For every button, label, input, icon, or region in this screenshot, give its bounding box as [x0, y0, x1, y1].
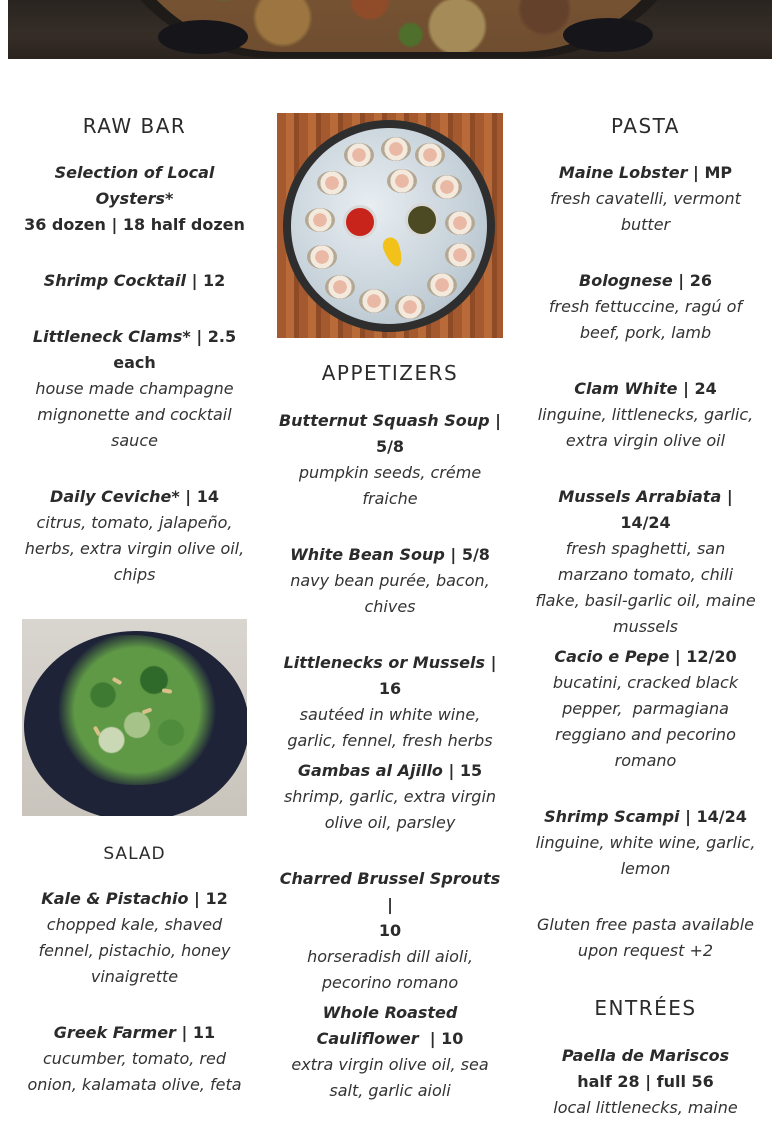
- item-description: chives: [364, 597, 416, 616]
- mignonette-cup: [405, 203, 439, 237]
- oyster: [445, 211, 475, 235]
- oyster-platter-photo: [277, 113, 503, 338]
- entrees-section: [533, 995, 758, 1021]
- item-price: |: [387, 895, 393, 914]
- shrimp-cocktail-item: [22, 268, 247, 294]
- item-description: butter: [620, 215, 671, 234]
- item-description: chopped kale, shaved: [46, 915, 223, 934]
- item-description: vinaigrette: [90, 967, 179, 986]
- oyster: [317, 171, 347, 195]
- item-description: fresh fettuccine, ragú of: [548, 297, 743, 316]
- item-name: Whole Roasted: [322, 1003, 458, 1022]
- item-description: linguine, white wine, garlic,: [535, 833, 756, 852]
- oyster: [305, 208, 335, 232]
- item-description: romano: [614, 751, 677, 770]
- item-name: Littlenecks or Mussels: [283, 653, 486, 672]
- raw-bar-section: [22, 113, 247, 139]
- item-name: Maine Lobster: [558, 163, 688, 182]
- gluten-free-note-line: Gluten free pasta available: [537, 915, 754, 934]
- pasta-heading: PASTA: [610, 114, 680, 138]
- oyster: [387, 169, 417, 193]
- salad-photo: [22, 619, 247, 816]
- item-description: sautéed in white wine,: [299, 705, 481, 724]
- item-price: half 28 | full 56: [577, 1072, 714, 1091]
- item-name: White Bean Soup: [290, 545, 445, 564]
- item-name: Clam White: [574, 379, 678, 398]
- item-price: | 11: [175, 1023, 216, 1042]
- item-price: 5/8: [375, 437, 405, 456]
- item-description: fraiche: [362, 489, 418, 508]
- item-name: Selection of Local: [54, 163, 215, 182]
- charred-brussel-sprouts-item: [277, 866, 503, 996]
- item-price: | 10: [418, 1029, 464, 1048]
- item-description: chips: [113, 565, 156, 584]
- item-price: | 16: [378, 653, 497, 698]
- item-price: | 12: [186, 271, 226, 290]
- appetizers-section: [277, 360, 503, 386]
- item-description: local littlenecks, maine: [553, 1098, 738, 1117]
- item-description: herbs, extra virgin olive oil,: [24, 539, 245, 558]
- appetizers-heading: APPETIZERS: [321, 361, 459, 385]
- item-name: Mussels Arrabiata: [558, 487, 722, 506]
- cacio-e-pepe-item: [533, 644, 758, 774]
- greek-farmer-item: [22, 1020, 247, 1098]
- kale-pistachio-item: [22, 886, 247, 990]
- item-name: Oysters*: [95, 189, 174, 208]
- item-description: extra virgin olive oil, sea: [291, 1055, 489, 1074]
- white-bean-soup-item: [277, 542, 503, 620]
- oysters-item: [22, 160, 247, 238]
- daily-ceviche-item: [22, 484, 247, 588]
- item-description: fresh spaghetti, san: [565, 539, 726, 558]
- pasta-section: [533, 113, 758, 139]
- oyster: [307, 245, 337, 269]
- oyster: [344, 143, 374, 167]
- item-price: |: [489, 411, 502, 430]
- item-price: 36 dozen | 18 half dozen: [24, 215, 245, 234]
- hero-paella-photo: [8, 0, 772, 59]
- item-description: beef, pork, lamb: [579, 323, 712, 342]
- item-name: Butternut Squash Soup: [278, 411, 490, 430]
- item-price: | 5/8: [444, 545, 490, 564]
- item-name: Charred Brussel Sprouts: [279, 869, 501, 888]
- item-description: fresh cavatelli, vermont: [550, 189, 741, 208]
- mussels-arrabiata-item: [533, 484, 758, 640]
- item-description: sauce: [111, 431, 158, 450]
- item-price: | 2.5: [190, 327, 237, 346]
- item-price: | 14: [179, 487, 219, 506]
- oyster: [445, 243, 475, 267]
- maine-lobster-item: [533, 160, 758, 238]
- item-description: reggiano and pecorino: [555, 725, 736, 744]
- item-description: onion, kalamata olive, feta: [27, 1075, 242, 1094]
- littlenecks-mussels-item: [277, 650, 503, 754]
- clam-white-item: [533, 376, 758, 454]
- item-description: mignonette and cocktail: [37, 405, 232, 424]
- item-description: cucumber, tomato, red: [42, 1049, 226, 1068]
- item-name: Kale & Pistachio: [41, 889, 189, 908]
- item-name: Paella de Mariscos: [561, 1046, 730, 1065]
- item-name: Cacio e Pepe: [554, 647, 670, 666]
- item-description: fennel, pistachio, honey: [38, 941, 231, 960]
- item-price: each: [113, 353, 156, 372]
- salad-heading: SALAD: [103, 844, 166, 864]
- item-name: Littleneck Clams*: [32, 327, 191, 346]
- item-description: citrus, tomato, jalapeño,: [36, 513, 233, 532]
- item-price: | MP: [687, 163, 733, 182]
- raw-bar-heading: RAW BAR: [82, 114, 187, 138]
- oyster: [395, 295, 425, 319]
- whole-roasted-cauliflower-item: [277, 1000, 503, 1104]
- cocktail-sauce-cup: [343, 205, 377, 239]
- oyster: [427, 273, 457, 297]
- item-price: | 14/24: [620, 487, 733, 532]
- item-description: horseradish dill aioli,: [307, 947, 473, 966]
- item-description: navy bean purée, bacon,: [290, 571, 490, 590]
- item-price: | 24: [677, 379, 717, 398]
- item-price: | 14/24: [679, 807, 747, 826]
- gluten-free-note-line: upon request +2: [577, 941, 714, 960]
- bolognese-item: [533, 268, 758, 346]
- littleneck-clams-item: [22, 324, 247, 454]
- oyster: [381, 137, 411, 161]
- butternut-squash-soup-item: [277, 408, 503, 512]
- item-description: pecorino romano: [321, 973, 459, 992]
- salad-section: [22, 841, 247, 867]
- gluten-free-note: [533, 912, 758, 964]
- hero-tint: [8, 0, 772, 59]
- item-description: bucatini, cracked black: [552, 673, 739, 692]
- item-description: lemon: [620, 859, 671, 878]
- item-name: Shrimp Cocktail: [43, 271, 186, 290]
- item-price: | 12: [188, 889, 228, 908]
- item-name: Shrimp Scampi: [544, 807, 680, 826]
- gambas-al-ajillo-item: [277, 758, 503, 836]
- item-description: flake, basil-garlic oil, maine: [535, 591, 756, 610]
- item-description: shrimp, garlic, extra virgin: [283, 787, 497, 806]
- oyster: [432, 175, 462, 199]
- shrimp-scampi-item: [533, 804, 758, 882]
- item-price: | 26: [672, 271, 712, 290]
- oyster: [359, 289, 389, 313]
- item-description: extra virgin olive oil: [565, 431, 726, 450]
- item-price: | 15: [442, 761, 483, 780]
- item-description: olive oil, parsley: [324, 813, 456, 832]
- oyster: [325, 275, 355, 299]
- entrees-heading: ENTRÉES: [594, 996, 697, 1020]
- paella-item: [533, 1043, 758, 1121]
- item-description: salt, garlic aioli: [329, 1081, 451, 1100]
- item-description: pumpkin seeds, créme: [298, 463, 482, 482]
- item-price: | 12/20: [669, 647, 737, 666]
- item-description: linguine, littlenecks, garlic,: [537, 405, 754, 424]
- item-description: pepper, parmagiana: [562, 699, 729, 718]
- item-description: marzano tomato, chili: [557, 565, 734, 584]
- item-name: Bolognese: [579, 271, 673, 290]
- oyster: [415, 143, 445, 167]
- item-name: Greek Farmer: [53, 1023, 176, 1042]
- item-name: Gambas al Ajillo: [297, 761, 443, 780]
- item-description: house made champagne: [35, 379, 234, 398]
- item-price: 10: [378, 921, 402, 940]
- item-description: garlic, fennel, fresh herbs: [287, 731, 493, 750]
- item-name: Daily Ceviche*: [50, 487, 180, 506]
- item-description: mussels: [612, 617, 679, 636]
- item-name: Cauliflower: [316, 1029, 419, 1048]
